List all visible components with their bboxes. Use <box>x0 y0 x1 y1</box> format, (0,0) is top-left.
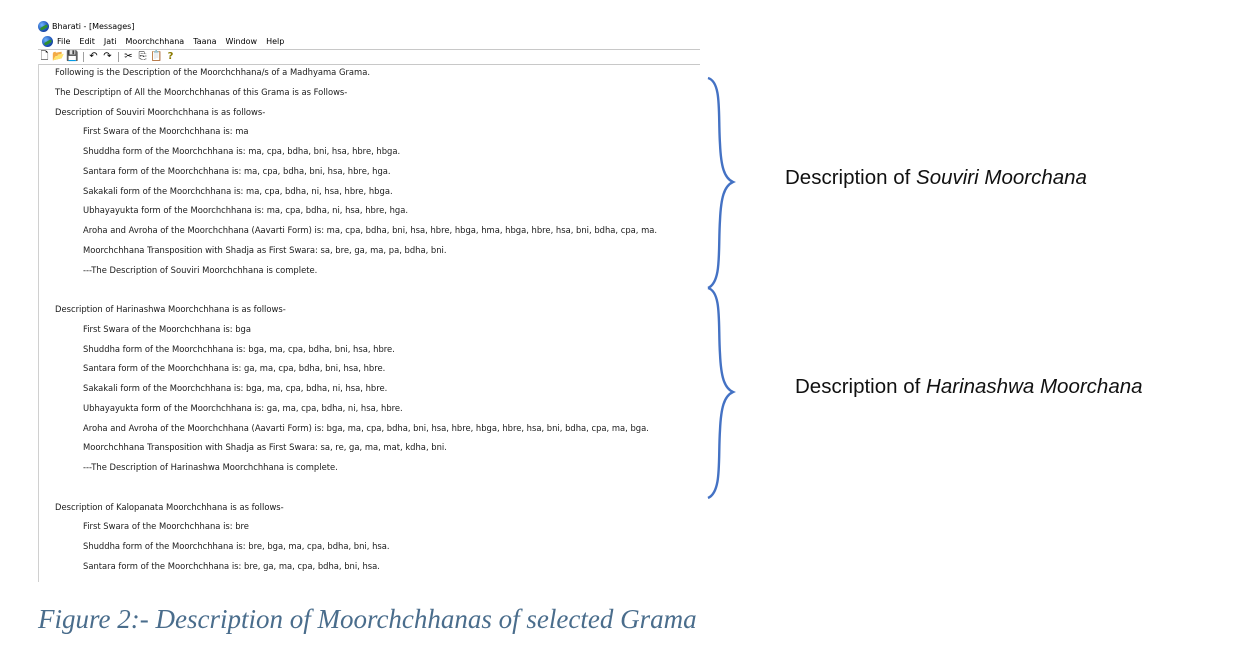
souviri-annotation-name: Souviri Moorchana <box>916 166 1087 189</box>
message-line: Description of Kalopanata Moorchchhana is as follows- <box>55 501 284 512</box>
message-line: ---The Description of Harinashwa Moorchchhana is complete. <box>83 462 338 472</box>
copy-icon[interactable]: ⎘ <box>138 51 147 62</box>
message-line: Shuddha form of the Moorchchhana is: ma, cpa, bdha, bni, hsa, hbre, hbga. <box>83 146 401 156</box>
message-line: Santara form of the Moorchchhana is: ma, cpa, bdha, bni, hsa, hbre, hga. <box>83 165 391 176</box>
window-title: Bharati - [Messages] <box>52 21 135 31</box>
message-line: Aroha and Avroha of the Moorchchhana (Aavarti Form) is: bga, ma, cpa, bdha, bni, hsa, hbre, hbga, hbre, hsa, bni, bdha, cpa, ma, bga. <box>83 422 649 433</box>
harinashwa-annotation <box>795 375 1143 399</box>
message-line: Shuddha form of the Moorchchhana is: bga, ma, cpa, bdha, bni, hsa, hbre. <box>83 343 395 354</box>
undo-icon[interactable]: ↶ <box>89 51 98 62</box>
menu-taana[interactable]: Taana <box>193 36 217 46</box>
souviri-annotation <box>785 166 1087 190</box>
save-icon[interactable]: 💾 <box>66 51 79 62</box>
menu-moorchchhana[interactable]: Moorchchhana <box>125 36 185 46</box>
menu-bar <box>42 34 293 48</box>
message-line: Following is the Description of the Moorchchhana/s of a Madhyama Grama. <box>55 67 370 77</box>
message-line: First Swara of the Moorchchhana is: ma <box>83 126 249 137</box>
paste-icon[interactable]: 📋 <box>150 51 163 62</box>
toolbar-separator <box>118 52 119 62</box>
message-line: Sakakali form of the Moorchchhana is: bga, ma, cpa, bdha, ni, hsa, hbre. <box>83 383 388 393</box>
message-line: Santara form of the Moorchchhana is: bre, ga, ma, cpa, bdha, bni, hsa. <box>83 560 380 571</box>
harinashwa-annotation-name: Harinashwa Moorchana <box>926 375 1143 398</box>
toolbar <box>38 49 700 65</box>
open-icon[interactable]: 📂 <box>52 51 65 62</box>
document-menu-icon[interactable] <box>42 36 53 47</box>
souviri-brace <box>700 74 740 294</box>
menu-window[interactable]: Window <box>225 36 258 46</box>
harinashwa-annotation-prefix: Description of <box>795 375 927 398</box>
menu-file[interactable]: File <box>57 36 71 46</box>
message-line: Sakakali form of the Moorchchhana is: ma, cpa, bdha, ni, hsa, hbre, hbga. <box>83 185 393 196</box>
title-bar <box>38 18 134 34</box>
message-line: First Swara of the Moorchchhana is: bga <box>83 323 252 334</box>
message-line: ---The Description of Souviri Moorchchhana is complete. <box>83 264 318 275</box>
menu-edit[interactable]: Edit <box>79 36 95 46</box>
application-window <box>38 16 702 582</box>
souviri-brace-path <box>708 78 733 288</box>
new-icon[interactable]: 🗋 <box>40 51 49 62</box>
harinashwa-brace-path <box>708 288 733 498</box>
figure-caption: Figure 2:- Description of Moorchchhanas of selected Grama <box>38 604 697 634</box>
menu-jati[interactable]: Jati <box>103 36 117 46</box>
message-line: Description of Souviri Moorchchhana is as follows- <box>55 106 266 117</box>
message-line: Moorchchhana Transposition with Shadja as First Swara: sa, re, ga, ma, mat, kdha, bni. <box>83 442 447 453</box>
souviri-annotation-prefix: Description of <box>785 166 917 189</box>
harinashwa-brace <box>700 284 740 504</box>
message-line: Ubhayayukta form of the Moorchchhana is: ma, cpa, bdha, ni, hsa, hbre, hga. <box>83 205 409 216</box>
message-line: Shuddha form of the Moorchchhana is: bre, bga, ma, cpa, bdha, bni, hsa. <box>83 541 390 551</box>
message-line: Santara form of the Moorchchhana is: ga, ma, cpa, bdha, bni, hsa, hbre. <box>83 363 386 374</box>
app-logo-icon <box>38 21 49 32</box>
message-line: The Descriptipn of All the Moorchchhanas of this Grama is as Follows- <box>55 86 348 97</box>
help-icon[interactable]: ? <box>167 51 174 62</box>
message-line: Description of Harinashwa Moorchchhana is as follows- <box>55 304 286 314</box>
messages-document[interactable] <box>38 64 701 582</box>
message-line: Moorchchhana Transposition with Shadja as First Swara: sa, bre, ga, ma, pa, bdha, bni. <box>83 244 447 255</box>
menu-help[interactable]: Help <box>266 36 285 46</box>
redo-icon[interactable]: ↷ <box>103 51 112 62</box>
cut-icon[interactable]: ✂ <box>124 51 133 62</box>
message-line: First Swara of the Moorchchhana is: bre <box>83 521 249 532</box>
toolbar-separator <box>83 52 84 62</box>
message-line: Ubhayayukta form of the Moorchchhana is: ga, ma, cpa, bdha, ni, hsa, hbre. <box>83 402 403 413</box>
message-line: Aroha and Avroha of the Moorchchhana (Aavarti Form) is: ma, cpa, bdha, bni, hsa, hbre, hbga, hma, hbga, hbre, hsa, bni, bdha, cpa, ma. <box>83 225 658 235</box>
